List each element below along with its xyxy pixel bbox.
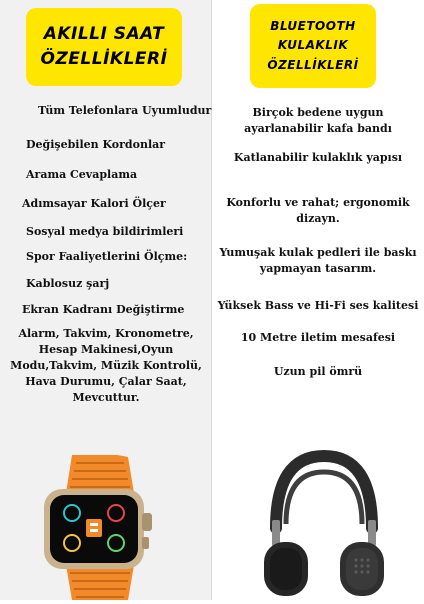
watch-feature-extras xyxy=(4,326,208,406)
headphone-title-line1: BLUETOOTH xyxy=(270,19,356,34)
feature-line: ayarlanabilir kafa bandı xyxy=(244,122,392,135)
watch-extras-line: Modu,Takvim, Müzik Kontrolü, xyxy=(10,359,202,372)
watch-feature-compat: Tüm Telefonlara Uyumludur xyxy=(38,104,212,117)
headphone-feature-bass: Yüksek Bass ve Hi-Fi ses kalitesi xyxy=(217,299,419,312)
feature-line: Konforlu ve rahat; ergonomik xyxy=(226,196,410,209)
headphone-title-line2: KULAKLIK xyxy=(277,38,349,53)
watch-feature-wireless-charge: Kablosuz şarj xyxy=(26,277,110,290)
headphone-title-banner xyxy=(250,4,376,88)
headphone-title-line3: ÖZELLİKLERİ xyxy=(267,57,359,72)
headphone-feature-headband xyxy=(212,105,424,137)
watch-feature-pedometer: Adımsayar Kalori Ölçer xyxy=(22,197,166,210)
feature-line: yapmayan tasarım. xyxy=(259,262,377,275)
feature-line: Birçok bedene uygun xyxy=(252,106,384,119)
headphone-feature-foldable: Katlanabilir kulaklık yapısı xyxy=(233,151,403,164)
watch-extras-line: Hesap Makinesi,Oyun xyxy=(38,343,174,356)
headphone-feature-battery: Uzun pil ömrü xyxy=(273,365,363,378)
watch-feature-watchface: Ekran Kadranı Değiştirme xyxy=(22,303,185,316)
watch-title-line2: ÖZELLİKLERİ xyxy=(40,49,168,69)
headphone-feature-earpads xyxy=(212,245,424,277)
watch-feature-notifications: Sosyal medya bildirimleri xyxy=(26,225,184,238)
headphone-feature-range: 10 Metre iletim mesafesi xyxy=(240,331,396,344)
watch-feature-sports: Spor Faaliyetlerini Ölçme: xyxy=(26,250,188,263)
watch-title-line1: AKILLI SAAT xyxy=(43,23,165,44)
headphone-feature-ergonomic xyxy=(212,195,424,227)
feature-line: Yumuşak kulak pedleri ile baskı xyxy=(219,246,417,259)
watch-title-banner xyxy=(26,8,182,86)
watch-extras-line: Alarm, Takvim, Kronometre, xyxy=(18,327,194,340)
watch-extras-line: Hava Durumu, Çalar Saat, xyxy=(25,375,187,388)
headphones-image xyxy=(262,450,386,600)
smartwatch-image xyxy=(30,455,170,600)
watch-extras-line: Mevcuttur. xyxy=(72,391,140,404)
watch-feature-bands: Değişebilen Kordonlar xyxy=(26,138,166,151)
watch-feature-calls: Arama Cevaplama xyxy=(26,168,138,181)
feature-line: dizayn. xyxy=(296,212,340,225)
